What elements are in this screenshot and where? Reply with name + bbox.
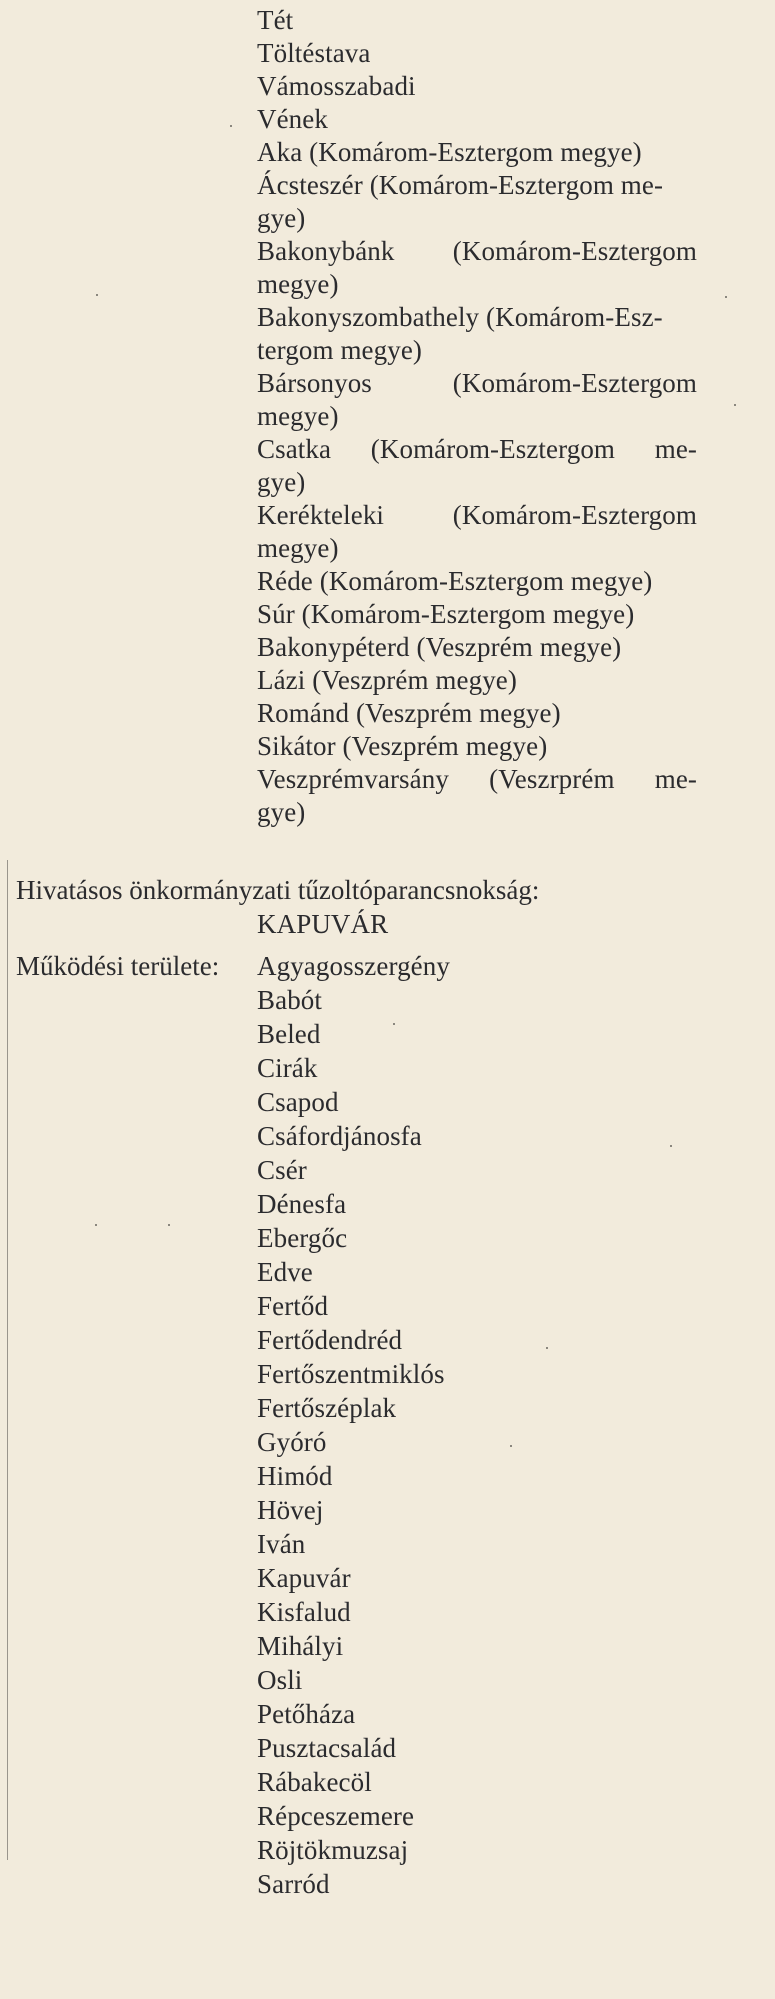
settlement-entry: Bakonyszombathely (Komárom-Esz- xyxy=(257,302,663,332)
area-entry: Fertőd xyxy=(257,1291,329,1321)
scan-speck xyxy=(725,296,727,298)
settlement-entry-continued: gye) xyxy=(257,203,306,233)
area-entry: Csáfordjánosfa xyxy=(257,1121,422,1151)
area-entry: Mihályi xyxy=(257,1631,344,1661)
area-entry: Fertőszéplak xyxy=(257,1393,397,1423)
settlement-entry: Réde (Komárom-Esztergom megye) xyxy=(257,566,653,596)
scan-speck xyxy=(510,1445,512,1447)
settlement-entry: Románd (Veszprém megye) xyxy=(257,698,561,728)
settlement-entry-continued: gye) xyxy=(257,467,306,497)
scan-speck xyxy=(546,1347,548,1349)
scan-speck xyxy=(734,404,736,406)
area-entry: Fertődendréd xyxy=(257,1325,403,1355)
left-margin-rule xyxy=(7,860,8,1860)
area-entry: Kisfalud xyxy=(257,1597,351,1627)
area-entry: Beled xyxy=(257,1019,321,1049)
area-entry: Röjtökmuzsaj xyxy=(257,1835,409,1865)
station-name: KAPUVÁR xyxy=(257,909,389,939)
settlement-entry: Töltéstava xyxy=(257,38,371,68)
settlement-entry: Veszprémvarsány (Veszrprém me- xyxy=(257,764,697,794)
settlement-entry-continued: megye) xyxy=(257,533,339,563)
area-entry: Edve xyxy=(257,1257,313,1287)
scan-speck xyxy=(393,1023,395,1025)
settlement-entry: Vámosszabadi xyxy=(257,71,416,101)
area-entry: Petőháza xyxy=(257,1699,356,1729)
area-entry: Hövej xyxy=(257,1495,324,1525)
area-entry: Csér xyxy=(257,1155,307,1185)
settlement-entry: Aka (Komárom-Esztergom megye) xyxy=(257,137,642,167)
scan-speck xyxy=(96,294,98,296)
area-entry: Gyóró xyxy=(257,1427,327,1457)
settlement-entry-continued: megye) xyxy=(257,269,339,299)
area-entry: Sarród xyxy=(257,1869,330,1899)
settlement-entry: Kerékteleki (Komárom-Esztergom xyxy=(257,500,697,530)
area-entry: Ebergőc xyxy=(257,1223,348,1253)
area-entry: Fertőszentmiklós xyxy=(257,1359,445,1389)
area-entry: Kapuvár xyxy=(257,1563,351,1593)
area-entry: Cirák xyxy=(257,1053,318,1083)
area-entry: Babót xyxy=(257,985,322,1015)
settlement-entry: Ácsteszér (Komárom-Esztergom me- xyxy=(257,170,664,200)
area-entry: Osli xyxy=(257,1665,303,1695)
area-entry: Iván xyxy=(257,1529,306,1559)
settlement-entry: Lázi (Veszprém megye) xyxy=(257,665,517,695)
area-entry: Agyagosszergény xyxy=(257,951,450,981)
settlement-entry-continued: megye) xyxy=(257,401,339,431)
settlement-entry: Vének xyxy=(257,104,328,134)
area-entry: Csapod xyxy=(257,1087,339,1117)
scan-speck xyxy=(230,125,232,127)
scan-speck xyxy=(670,1145,672,1147)
operating-area-label: Működési területe: xyxy=(16,951,220,981)
section-heading: Hivatásos önkormányzati tűzoltóparancsnokság: xyxy=(16,875,540,905)
area-entry: Himód xyxy=(257,1461,333,1491)
scan-speck xyxy=(95,1224,97,1226)
area-entry: Pusztacsalád xyxy=(257,1733,397,1763)
settlement-entry: Sikátor (Veszprém megye) xyxy=(257,731,548,761)
area-entry: Dénesfa xyxy=(257,1189,347,1219)
settlement-entry: Súr (Komárom-Esztergom megye) xyxy=(257,599,635,629)
scan-speck xyxy=(168,1224,170,1226)
settlement-entry: Csatka (Komárom-Esztergom me- xyxy=(257,434,697,464)
settlement-entry: Bársonyos (Komárom-Esztergom xyxy=(257,368,697,398)
settlement-entry-continued: gye) xyxy=(257,797,306,827)
settlement-entry: Bakonybánk (Komárom-Esztergom xyxy=(257,236,697,266)
area-entry: Rábakecöl xyxy=(257,1767,372,1797)
settlement-entry-continued: tergom megye) xyxy=(257,335,423,365)
area-entry: Répceszemere xyxy=(257,1801,415,1831)
settlement-entry: Bakonypéterd (Veszprém megye) xyxy=(257,632,622,662)
settlement-entry: Tét xyxy=(257,5,294,35)
